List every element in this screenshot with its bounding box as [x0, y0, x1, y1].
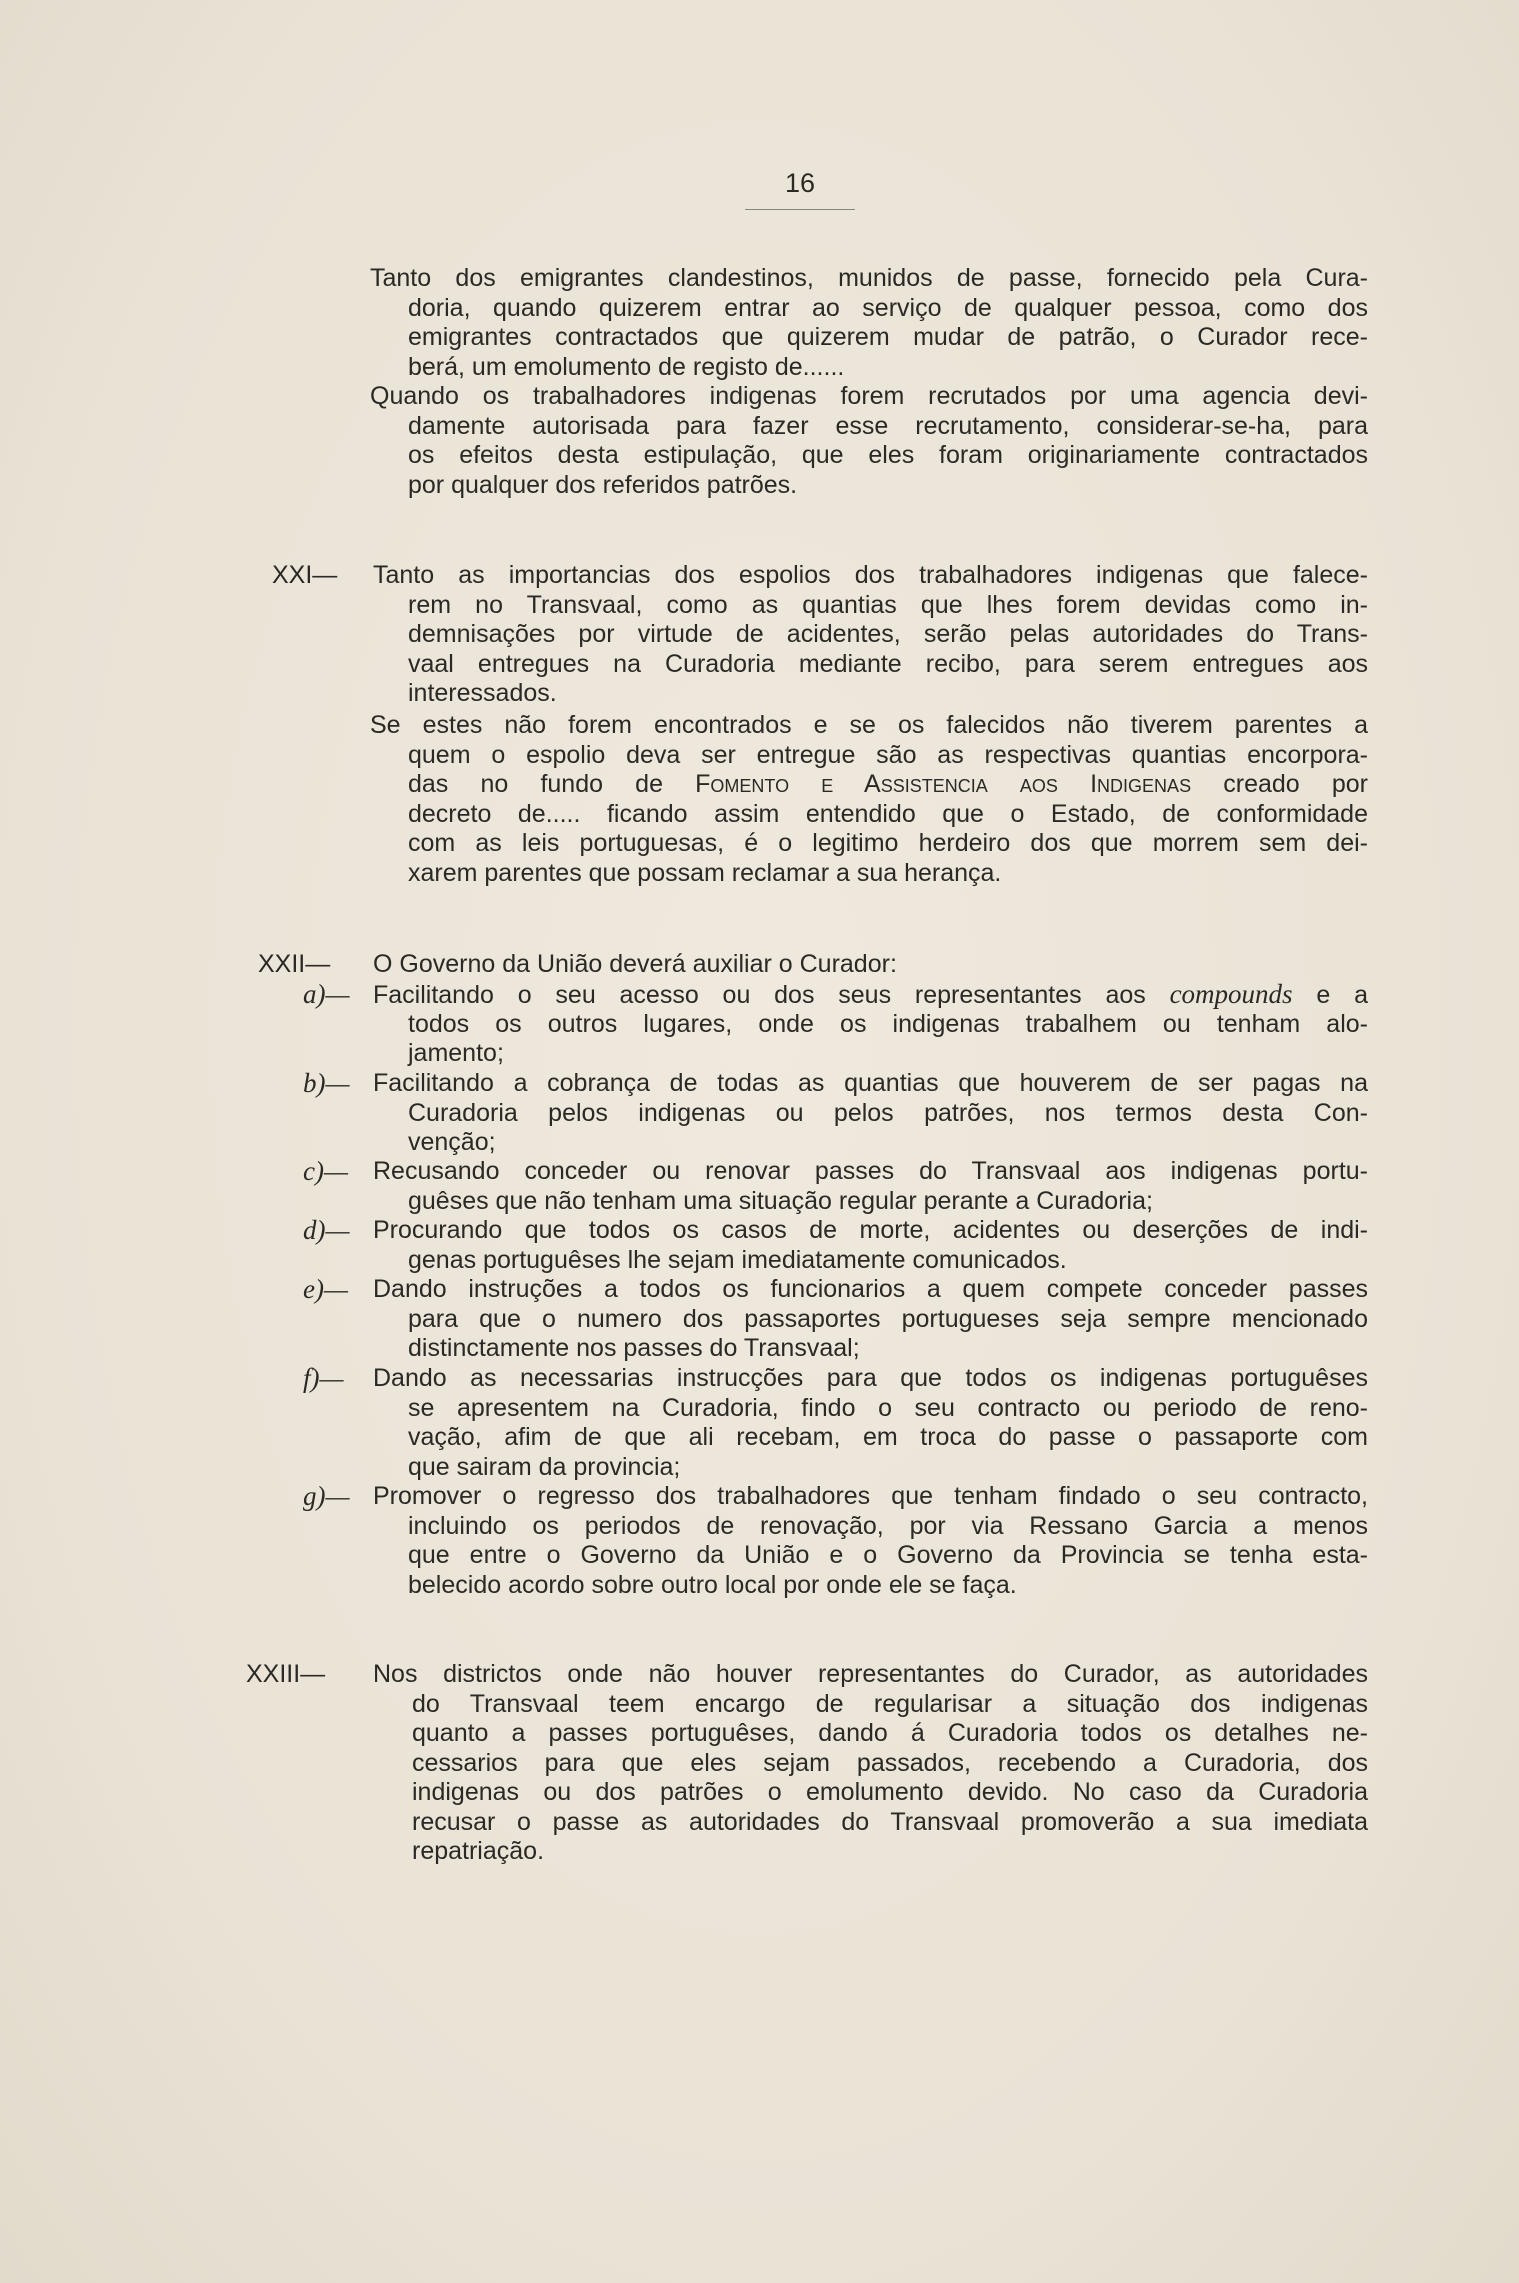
text-line: venção; [408, 1128, 496, 1156]
text-line: indigenas ou dos patrões o emolumento devido. No caso da Curadoria [412, 1778, 1368, 1806]
text-line: guêses que não tenham uma situação regular perante a Curadoria; [408, 1186, 1153, 1215]
text-line: que entre o Governo da União e o Governo da Provincia se tenha esta- [408, 1541, 1368, 1569]
text-line: vação, afim de que ali recebam, em troca do passe o passaporte com [408, 1423, 1368, 1451]
text-line: das no fundo de Fomento e Assistencia aos Indigenas creado por [408, 770, 1368, 798]
text-line: Se estes não forem encontrados e se os falecidos não tiverem parentes a [370, 711, 1368, 739]
text-line: Tanto dos emigrantes clandestinos, munidos de passe, fornecido pela Cura- [370, 264, 1368, 292]
text-line: incluindo os periodos de renovação, por via Ressano Garcia a menos [408, 1511, 1368, 1540]
text-line: belecido acordo sobre outro local por onde ele se faça. [408, 1570, 1017, 1599]
text-line: demnisações por virtude de acidentes, serão pelas autoridades do Trans- [408, 620, 1368, 648]
item-letter: c)— [303, 1156, 348, 1186]
text-line: todos os outros lugares, onde os indigenas trabalhem ou tenham alo- [408, 1009, 1368, 1038]
text-line: Nos districtos onde não houver representantes do Curador, as autoridades [373, 1660, 1368, 1688]
text-line: Facilitando o seu acesso ou dos seus representantes aos compounds e a [373, 979, 1368, 1009]
text-line: que sairam da provincia; [408, 1452, 681, 1481]
text-line: Recusando conceder ou renovar passes do Transvaal aos indigenas portu- [373, 1157, 1368, 1185]
text-line: recusar o passe as autoridades do Transvaal promoverão a sua imediata [412, 1807, 1368, 1836]
item-letter: b)— [303, 1068, 350, 1098]
text-line: para que o numero dos passaportes portugueses seja sempre mencionado [408, 1304, 1368, 1333]
item-letter: f)— [303, 1363, 344, 1393]
text-line: Dando as necessarias instrucções para que todos os indigenas portuguêses [373, 1364, 1368, 1392]
article-xxi-paragraph-2 [370, 711, 1368, 888]
text-line: os efeitos desta estipulação, que eles foram originariamente contractados [408, 441, 1368, 469]
item-label-e [303, 1275, 348, 1306]
page-number: 16 [784, 168, 816, 198]
text-line: rem no Transvaal, como as quantias que lhes forem devidas como in- [408, 590, 1368, 619]
item-label-d [303, 1216, 350, 1247]
text-line: vaal entregues na Curadoria mediante recibo, para serem entregues aos [408, 649, 1368, 678]
text-line: Curadoria pelos indigenas ou pelos patrões, nos termos desta Con- [408, 1098, 1368, 1127]
item-label-g [303, 1482, 350, 1513]
item-b-body [373, 1069, 1368, 1158]
article-xxii-intro: O Governo da União deverá auxiliar o Curador: [373, 950, 897, 978]
item-a-body [373, 980, 1368, 1069]
item-label-c [303, 1157, 348, 1188]
text-line: interessados. [408, 679, 557, 707]
text-line: Tanto as importancias dos espolios dos trabalhadores indigenas que falece- [373, 561, 1368, 589]
item-e-body [373, 1275, 1368, 1364]
text-line: Facilitando a cobrança de todas as quantias que houverem de ser pagas na [373, 1069, 1368, 1097]
text-line: se apresentem na Curadoria, findo o seu contracto ou periodo de reno- [408, 1393, 1368, 1422]
item-d-body [373, 1216, 1368, 1275]
article-xxiii-body [373, 1660, 1368, 1867]
text-line: quanto a passes portuguêses, dando á Curadoria todos os detalhes ne- [412, 1719, 1368, 1747]
header-rule [745, 209, 855, 210]
item-g-body [373, 1482, 1368, 1600]
article-xxi-body [373, 561, 1368, 709]
text-line: damente autorisada para fazer esse recrutamento, considerar-se-ha, para [408, 411, 1368, 440]
article-label-xxiii: XXIII— [246, 1660, 326, 1688]
text-line: Quando os trabalhadores indigenas forem recrutados por uma agencia devi- [370, 382, 1368, 410]
item-f-body [373, 1364, 1368, 1482]
text-line: quem o espolio deva ser entregue são as respectivas quantias encorpora- [408, 740, 1368, 769]
text-line: jamento; [408, 1039, 504, 1067]
item-letter: a)— [303, 979, 350, 1009]
item-c-body [373, 1157, 1368, 1216]
text-line: Procurando que todos os casos de morte, acidentes ou deserções de indi- [373, 1216, 1368, 1244]
item-label-a [303, 980, 350, 1011]
text-line: repatriação. [412, 1837, 545, 1865]
text-line: por qualquer dos referidos patrões. [408, 470, 798, 499]
paragraph-emigrants [370, 264, 1368, 382]
text-line: do Transvaal teem encargo de regularisar a situação dos indigenas [412, 1689, 1368, 1718]
text-line: distinctamente nos passes do Transvaal; [408, 1334, 860, 1362]
item-letter: g)— [303, 1481, 350, 1511]
item-label-f [303, 1364, 344, 1395]
text-line: cessarios para que eles sejam passados, recebendo a Curadoria, dos [412, 1748, 1368, 1777]
paragraph-recruitment [370, 382, 1368, 500]
item-letter: e)— [303, 1274, 348, 1304]
article-label-xxi: XXI— [272, 561, 338, 589]
text-line: xarem parentes que possam reclamar a sua herança. [408, 858, 1002, 887]
text-line: Promover o regresso dos trabalhadores que tenham findado o seu contracto, [373, 1482, 1368, 1510]
item-label-b [303, 1069, 350, 1100]
item-letter: d)— [303, 1215, 350, 1245]
text-line: com as leis portuguesas, é o legitimo herdeiro dos que morrem sem dei- [408, 829, 1368, 857]
text-line: doria, quando quizerem entrar ao serviço de qualquer pessoa, como dos [408, 293, 1368, 322]
text-line: berá, um emolumento de registo de...... [408, 352, 845, 381]
article-label-xxii: XXII— [258, 950, 331, 978]
text-line: decreto de..... ficando assim entendido que o Estado, de conformidade [408, 799, 1368, 828]
text-line: Dando instruções a todos os funcionarios a quem compete conceder passes [373, 1275, 1368, 1303]
text-line: genas portuguêses lhe sejam imediatamente comunicados. [408, 1245, 1067, 1274]
text-line: emigrantes contractados que quizerem mudar de patrão, o Curador rece- [408, 323, 1368, 351]
